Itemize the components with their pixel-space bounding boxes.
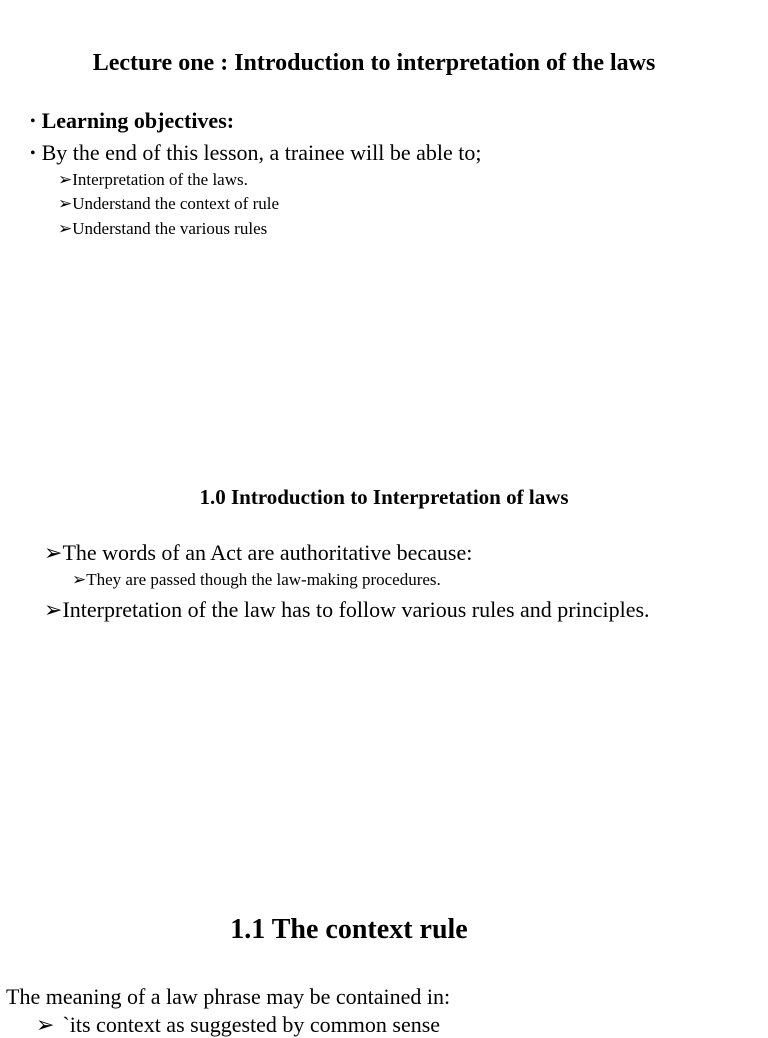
objective-item xyxy=(58,219,267,239)
slide-lecture-one xyxy=(0,0,768,300)
slide-introduction xyxy=(0,470,768,670)
objective-item xyxy=(58,170,248,190)
arrow-bullet-icon: ➢ xyxy=(44,540,63,565)
intro-line: By the end of this lesson, a trainee will be able to; xyxy=(41,140,482,165)
objectives-heading: Learning objectives: xyxy=(41,108,235,133)
objective-text: Understand the context of rule xyxy=(72,194,280,213)
point-item xyxy=(36,1012,440,1038)
objective-text: Interpretation of the laws. xyxy=(72,170,248,189)
slide-title: Lecture one : Introduction to interpretation of the laws xyxy=(92,50,656,76)
point-text: `its context as suggested by common sense xyxy=(62,1012,441,1037)
bullet-icon: • xyxy=(30,145,36,162)
point-item xyxy=(44,597,650,623)
body-text: The meaning of a law phrase may be contained in: xyxy=(6,984,451,1009)
arrow-bullet-icon: ➢ xyxy=(58,170,73,189)
objective-text: Understand the various rules xyxy=(72,219,268,238)
slide-context-rule xyxy=(0,900,768,1037)
point-item xyxy=(44,540,472,566)
bullet-icon: • xyxy=(30,113,36,130)
arrow-bullet-icon: ➢ xyxy=(44,597,63,622)
bullet-intro xyxy=(30,140,482,166)
sub-point-item xyxy=(72,570,441,590)
objective-item xyxy=(58,194,279,214)
arrow-bullet-icon: ➢ xyxy=(72,570,87,589)
point-text: Interpretation of the law has to follow various rules and principles. xyxy=(62,597,650,622)
arrow-bullet-icon: ➢ xyxy=(36,1012,55,1037)
arrow-bullet-icon: ➢ xyxy=(58,194,73,213)
slide-title: 1.1 The context rule xyxy=(230,914,468,945)
slide-title: 1.0 Introduction to Interpretation of laws xyxy=(199,485,569,509)
arrow-bullet-icon: ➢ xyxy=(58,219,73,238)
sub-point-text: They are passed though the law-making procedures. xyxy=(86,570,441,589)
point-text: The words of an Act are authoritative because: xyxy=(62,540,473,565)
bullet-learning-objectives xyxy=(30,108,234,134)
